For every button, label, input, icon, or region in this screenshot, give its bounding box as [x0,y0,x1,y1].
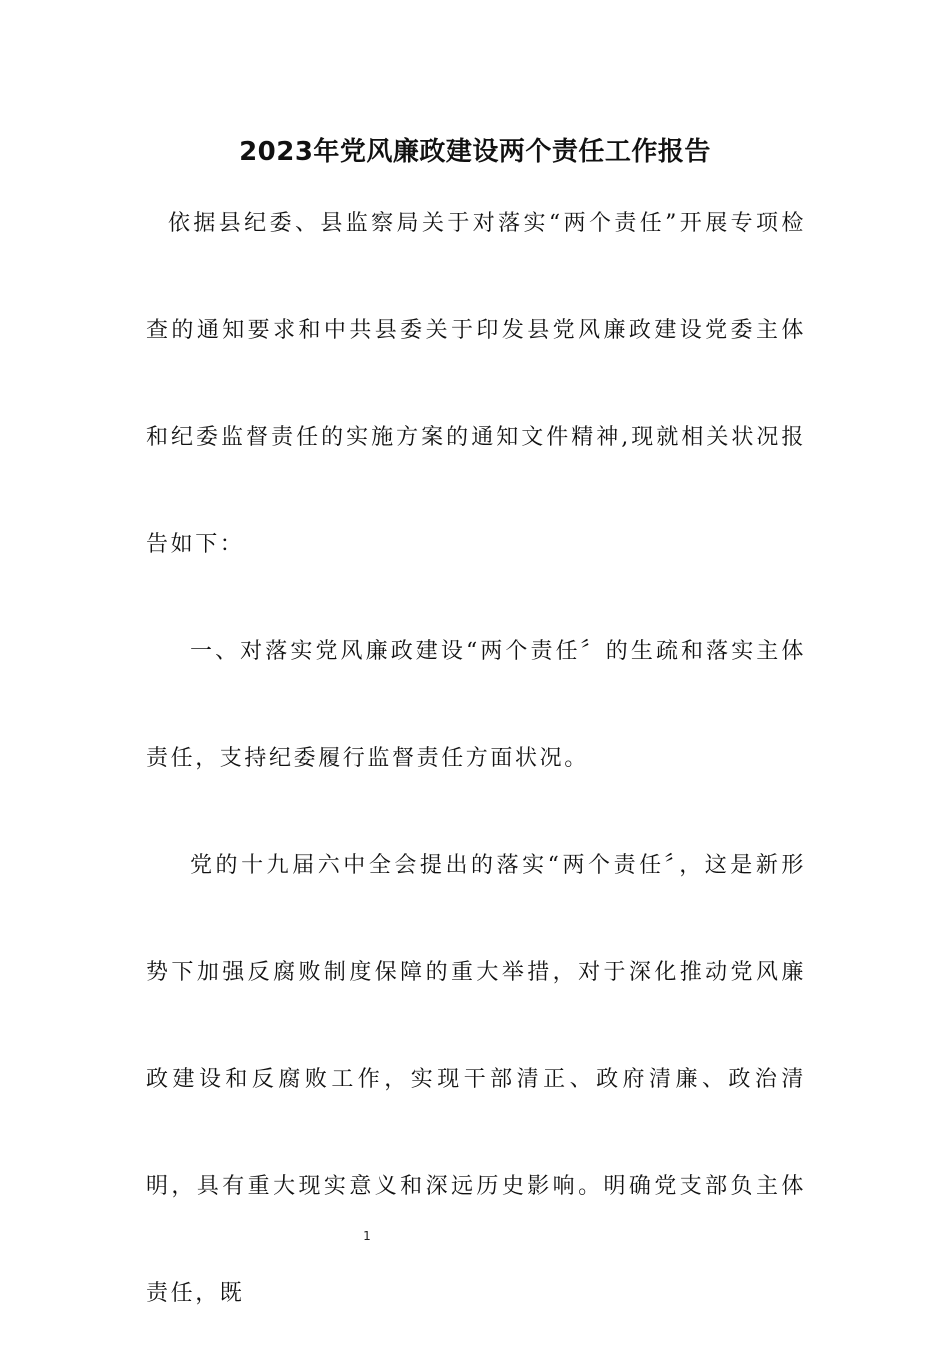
page-number: 1 [363,1229,371,1243]
document-title: 2023年党风廉政建设两个责任工作报告 [239,137,711,167]
document-body [146,170,806,1347]
paragraph-intro: 依据县纪委、县监察局关于对落实“两个责任”开展专项检查的通知要求和中共县委关于印发县党风廉政建设党委主体和纪委监督责任的实施方案的通知文件精神,现就相关状况报告如下： [146,211,806,557]
paragraph-section-one-body: 党的十九届六中全会提出的落实“两个责任〞，这是新形势下加强反腐败制度保障的重大举措，对于深化推动党风廉政建设和反腐败工作，实现干部清正、政府清廉、政治清明，具有重大现实意义和深远历史影响。明确党支部负主体责任，既 [146,853,806,1306]
paragraph-section-one-heading: 一、对落实党风廉政建设“两个责任〞的生疏和落实主体责任，支持纪委履行监督责任方面状况。 [146,639,806,771]
